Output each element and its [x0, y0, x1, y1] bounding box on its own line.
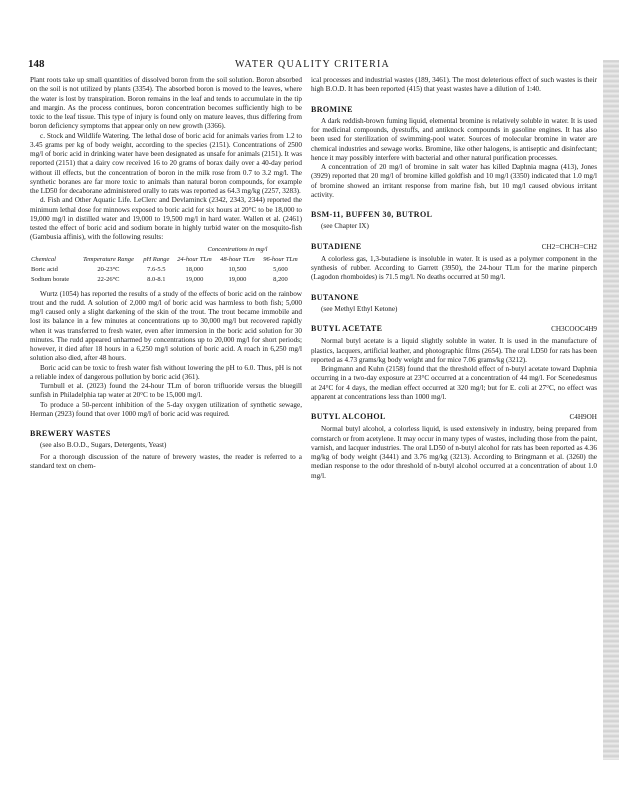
butyl-acetate-heading-row: [311, 324, 597, 334]
butyl-alcohol-heading-row: [311, 412, 597, 422]
section-heading-bsm: BSM-11, BUFFEN 30, BUTROL: [311, 210, 433, 219]
scan-edge-shadow: [603, 60, 619, 760]
paragraph-butyl-acetate-2: Bringmann and Kuhn (2158) found that the threshold effect of n-butyl acetate toward Daphnia occurring in a two-day exposure at 23°C occurred at a concentration of 44 mg/l. For Scenedesmus at 24°C for 4 days, the median effect occurred at 320 mg/l; but for E. coli at 27°C, no effect was apparent at concentrations less than 1000 mg/l.: [311, 365, 597, 401]
table-header: 48-hour TLm: [220, 255, 255, 263]
formula-butadiene: CH2=CHCH=CH2: [541, 242, 597, 251]
table-cell: Boric acid: [31, 265, 58, 273]
section-heading-butyl-acetate: BUTYL ACETATE: [311, 324, 383, 333]
running-head: WATER QUALITY CRITERIA: [235, 59, 390, 70]
see-chapter-ix: (see Chapter IX): [321, 222, 369, 231]
butadiene-heading-row: [311, 242, 597, 252]
table-cell: 19,000: [228, 275, 247, 283]
table-cell: 18,000: [185, 265, 204, 273]
paragraph-turnbull: Turnbull et al. (2023) found the 24-hour TLm of boron trifluoride versus the bluegill sunfish in Philadelphia tap water at 20°C to be 15,000 mg/l.: [30, 382, 302, 400]
paragraph-brewery: For a thorough discussion of the nature of brewery wastes, the reader is referred to a standard text on chem-: [30, 452, 302, 470]
table-cell: 19,000: [185, 275, 204, 283]
paragraph-stock-watering: c. Stock and Wildlife Watering. The lethal dose of boric acid for animals varies from 1.2 to 3.45 grams per kg of body weight, according to the species (2151). Concentrations of 2500 mg/l of boric acid in drinking water have been designated as unsafe for animals (2151). It was reported (2151) that a dairy cow received 16 to 20 grams of borax daily over a 40-day period without ill effects, but the concentration of boron in the milk rose from 0.7 to 3.2 mg/l. The synthetic boranes are far more toxic to animals than natural boron compounds, for example the LD50 for decaborane administered orally to rats was reported as 64.3 mg/kg (2257, 3283).: [30, 131, 302, 195]
table-cell: 22-26°C: [97, 275, 120, 283]
section-heading-butadiene: BUTADIENE: [311, 241, 362, 251]
table-cell: 20-23°C: [97, 265, 120, 273]
paragraph-wurtz: Wurtz (1054) has reported the results of a study of the effects of boric acid on the rainbow trout and the rudd. A solution of 2,000 mg/l of boric acid was harmless to both fish; 5,000 mg/l caused only a slight darkening of the skin of the trout. The trout became immobile and lost its balance in a few minutes at concentrations up to 30,000 mg/l but recovered rapidly when it was transferred to fresh water, even after immersion in the boric acid solution for 30 minutes. The rudd appeared unharmed by concentrations up to 20,000 mg/l for short periods; however, it died after 18 hours in a 6,250 mg/l solution of boric acid. A roach in 6,250 mg/l solution also died, after 48 hours.: [30, 289, 302, 363]
table-superheader: Concentrations in mg/l: [207, 245, 268, 253]
table-cell: 5,600: [273, 265, 288, 273]
see-also-brewery: (see also B.O.D., Sugars, Detergents, Yeast): [40, 441, 167, 450]
paragraph-butadiene: A colorless gas, 1,3-butadiene is insoluble in water. It is used as a polymer component in the synthesis of rubber. According to Garrett (3950), the 24-hour TLm for the marine pinperch (Lagodon rhomboides) is 71.5 mg/l. No deaths occurred at 50 mg/l.: [311, 254, 597, 282]
paragraph-fish-aquatic: d. Fish and Other Aquatic Life. LeClerc and Devlaminck (2342, 2343, 2344) reported the minimum lethal dose for minnows exposed to boric acid for six hours at 20°C to be 18,000 to 19,000 mg/l in distilled water and 19,000 to 19,500 mg/l in hard water. Wallen et al. (2461) tested the effect of boric acid and sodium borate in highly turbid water on the mosquito-fish (Gambusia affinis), with the following results:: [30, 196, 302, 242]
paragraph-toxic-fresh-water: Boric acid can be toxic to fresh water fish without lowering the pH to 6.0. Thus, pH is not a reliable index of dangerous pollution by boric acid (361).: [30, 363, 302, 381]
section-heading-butyl-alcohol: BUTYL ALCOHOL: [311, 412, 386, 421]
section-heading-butanone: BUTANONE: [311, 292, 359, 302]
section-heading-bromine: BROMINE: [311, 104, 353, 114]
table-superheader-row: [30, 245, 302, 255]
table-header: pH Range: [143, 255, 170, 263]
table-cell: 8,200: [273, 275, 288, 283]
table-header: Chemical: [31, 255, 56, 263]
concentration-table: [30, 245, 302, 285]
table-cell: Sodium borate: [31, 275, 70, 283]
table-header-row: [30, 255, 302, 265]
paragraph-continued: ical processes and industrial wastes (189, 3461). The most deleterious effect of such wastes is their high B.O.D. It has been reported (415) that yeast wastes have a dilution of 1:40.: [311, 76, 597, 94]
formula-butyl-acetate: CH3COOC4H9: [551, 325, 597, 333]
left-column: [30, 76, 302, 471]
section-heading-brewery-wastes: BREWERY WASTES: [30, 429, 111, 438]
table-cell: 10,500: [228, 265, 247, 273]
table-row: [30, 265, 302, 275]
table-cell: 8.0-8.1: [147, 275, 166, 283]
paragraph-butyl-alcohol: Normal butyl alcohol, a colorless liquid, is used extensively in industry, being prepared from cornstarch or from acetylene. It may occur in many types of wastes, including those from the paint, varnish, and lacquer industries. The oral LD50 of n-butyl alcohol for rats has been reported as 4.36 mg/kg of body weight (3441) and 3.76 mg/kg (3213). According to Bringmann et al. (3260) the median response to the odor threshold of n-butyl alcohol occurred at a concentration of about 1.0 mg/l.: [311, 425, 597, 480]
paragraph-bromine-2: A concentration of 20 mg/l of bromine in salt water has killed Daphnia magna (413), Jones (3929) reported that 20 mg/l of bromine killed goldfish and 10 mg/l (3350) indicated that 1.0 mg/l of bromine showed an irritant response from marine fish, but 10 mg/l caused obvious irritant activity.: [311, 163, 597, 199]
right-column: [311, 76, 597, 481]
see-methyl-ethyl-ketone: (see Methyl Ethyl Ketone): [321, 304, 398, 313]
paragraph-butyl-acetate-1: Normal butyl acetate is a liquid slightly soluble in water. It is used in the manufacture of plastics, lacquers, artificial leather, and photographic films (2654). The oral LD50 for rats has been reported as 4.73 grams/kg body weight and for mice 7.06 grams/kg (3212).: [311, 337, 597, 364]
page-number: 148: [28, 58, 45, 70]
table-cell: 7.6-5.5: [147, 265, 166, 273]
paragraph-boron-plants: Plant roots take up small quantities of dissolved boron from the soil solution. Boron absorbed on the soil is not utilized by plants (3354). The absorbed boron is moved to the leaves, where the water is lost by transpiration. Boron remains in the leaf and tends to accumulate in the tip and margin. As the process continues, boron concentration becomes sufficiently high to be toxic to the leaf tissue. This type of injury is found only on mature leaves, thus differing from boron deficiency symptoms that appear only on new growth (3366).: [30, 76, 302, 131]
table-header: Temperature Range: [82, 255, 134, 263]
table-header: 96-hour TLm: [263, 255, 298, 263]
paragraph-oxygen-inhibition: To produce a 50-percent inhibition of the 5-day oxygen utilization of synthetic sewage, Herman (2923) found that over 1000 mg/l of boric acid was required.: [30, 400, 302, 418]
table-row: [30, 275, 302, 285]
paragraph-bromine-1: A dark reddish-brown fuming liquid, elemental bromine is relatively soluble in water. It is used for medicinal compounds, dyestuffs, and antiknock compounds in gasoline engines. It has also been used for sterilization of swimming-pool water. Sources of molecular bromine in water are chemical industries and sewage works. Bromine, like other halogens, is antiseptic and disinfectant; hence it may possibly interfere with bacterial and other natural purification processes.: [311, 116, 597, 162]
formula-butyl-alcohol: C4H9OH: [569, 413, 597, 421]
table-header: 24-hour TLm: [177, 255, 212, 263]
